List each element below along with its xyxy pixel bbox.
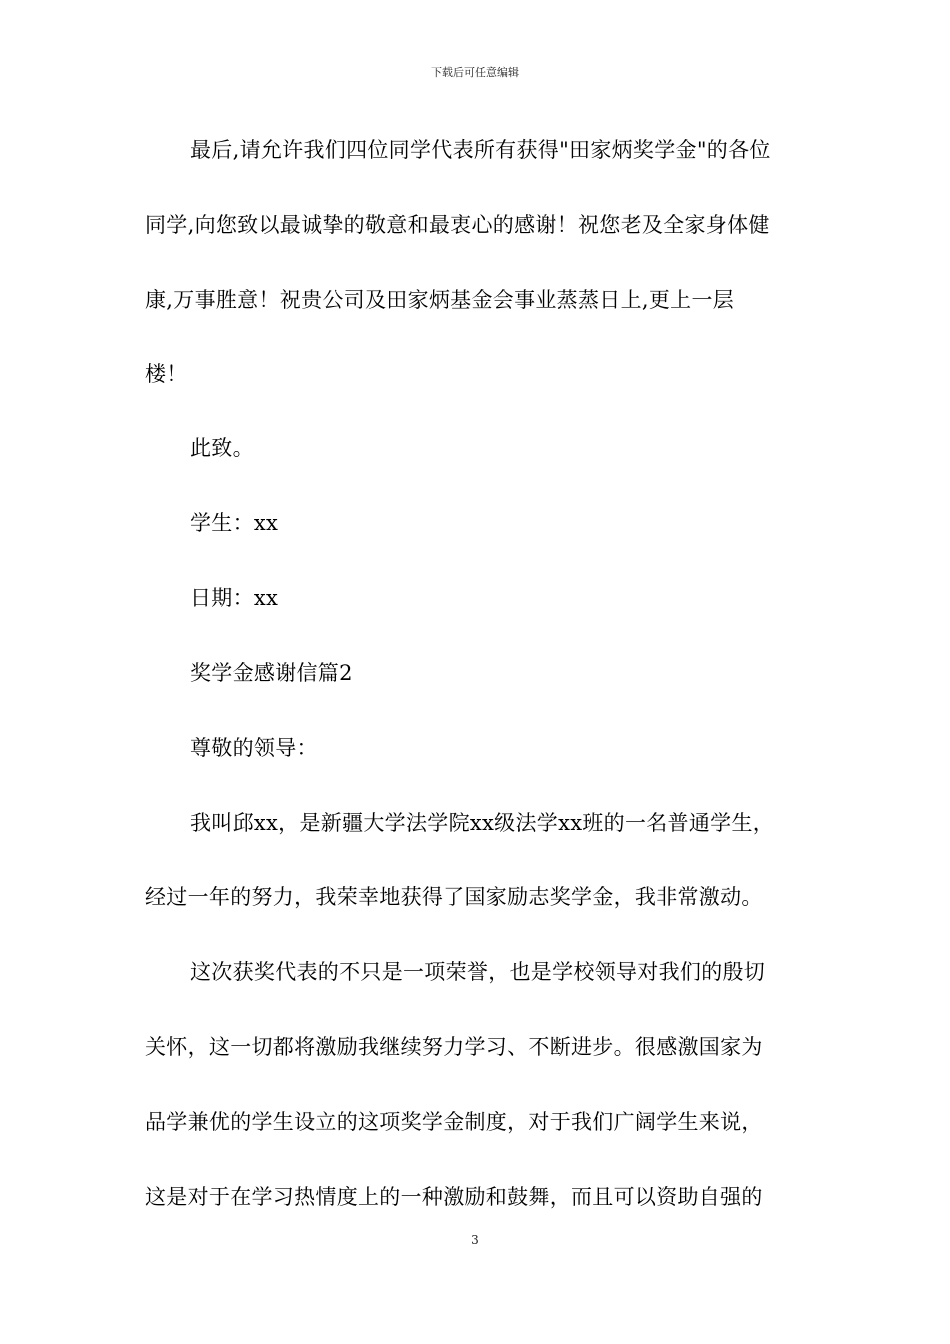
paragraph-line: 同学,向您致以最诚挚的敬意和最衷心的感谢！祝您老及全家身体健 [145, 213, 770, 237]
paragraph-line: 关怀，这一切都将激励我继续努力学习、不断进步。很感激国家为 [145, 1035, 763, 1059]
paragraph-line: 楼！ [145, 362, 188, 386]
paragraph-line: 我叫邱xx，是新疆大学法学院xx级法学xx班的一名普通学生， [190, 811, 775, 835]
paragraph-line: 经过一年的努力，我荣幸地获得了国家励志奖学金，我非常激动。 [145, 885, 763, 909]
section-title: 奖学金感谢信篇2 [190, 661, 353, 685]
page-header: 下载后可任意编辑 [431, 66, 519, 79]
paragraph-line: 品学兼优的学生设立的这项奖学金制度，对于我们广阔学生来说， [145, 1110, 763, 1134]
paragraph-line: 这次获奖代表的不只是一项荣誉，也是学校领导对我们的殷切 [190, 960, 766, 984]
page-number: 3 [471, 1233, 479, 1247]
salutation: 尊敬的领导： [190, 736, 318, 760]
paragraph-line: 康,万事胜意！祝贵公司及田家炳基金会事业蒸蒸日上,更上一层 [145, 288, 735, 312]
paragraph-line: 这是对于在学习热情度上的一种激励和鼓舞，而且可以资助自强的 [145, 1185, 763, 1209]
signature-date: 日期：xx [190, 586, 279, 610]
signature-student: 学生：xx [190, 511, 279, 535]
closing-line: 此致。 [190, 436, 254, 460]
paragraph-line: 最后,请允许我们四位同学代表所有获得"田家炳奖学金"的各位 [190, 138, 771, 162]
